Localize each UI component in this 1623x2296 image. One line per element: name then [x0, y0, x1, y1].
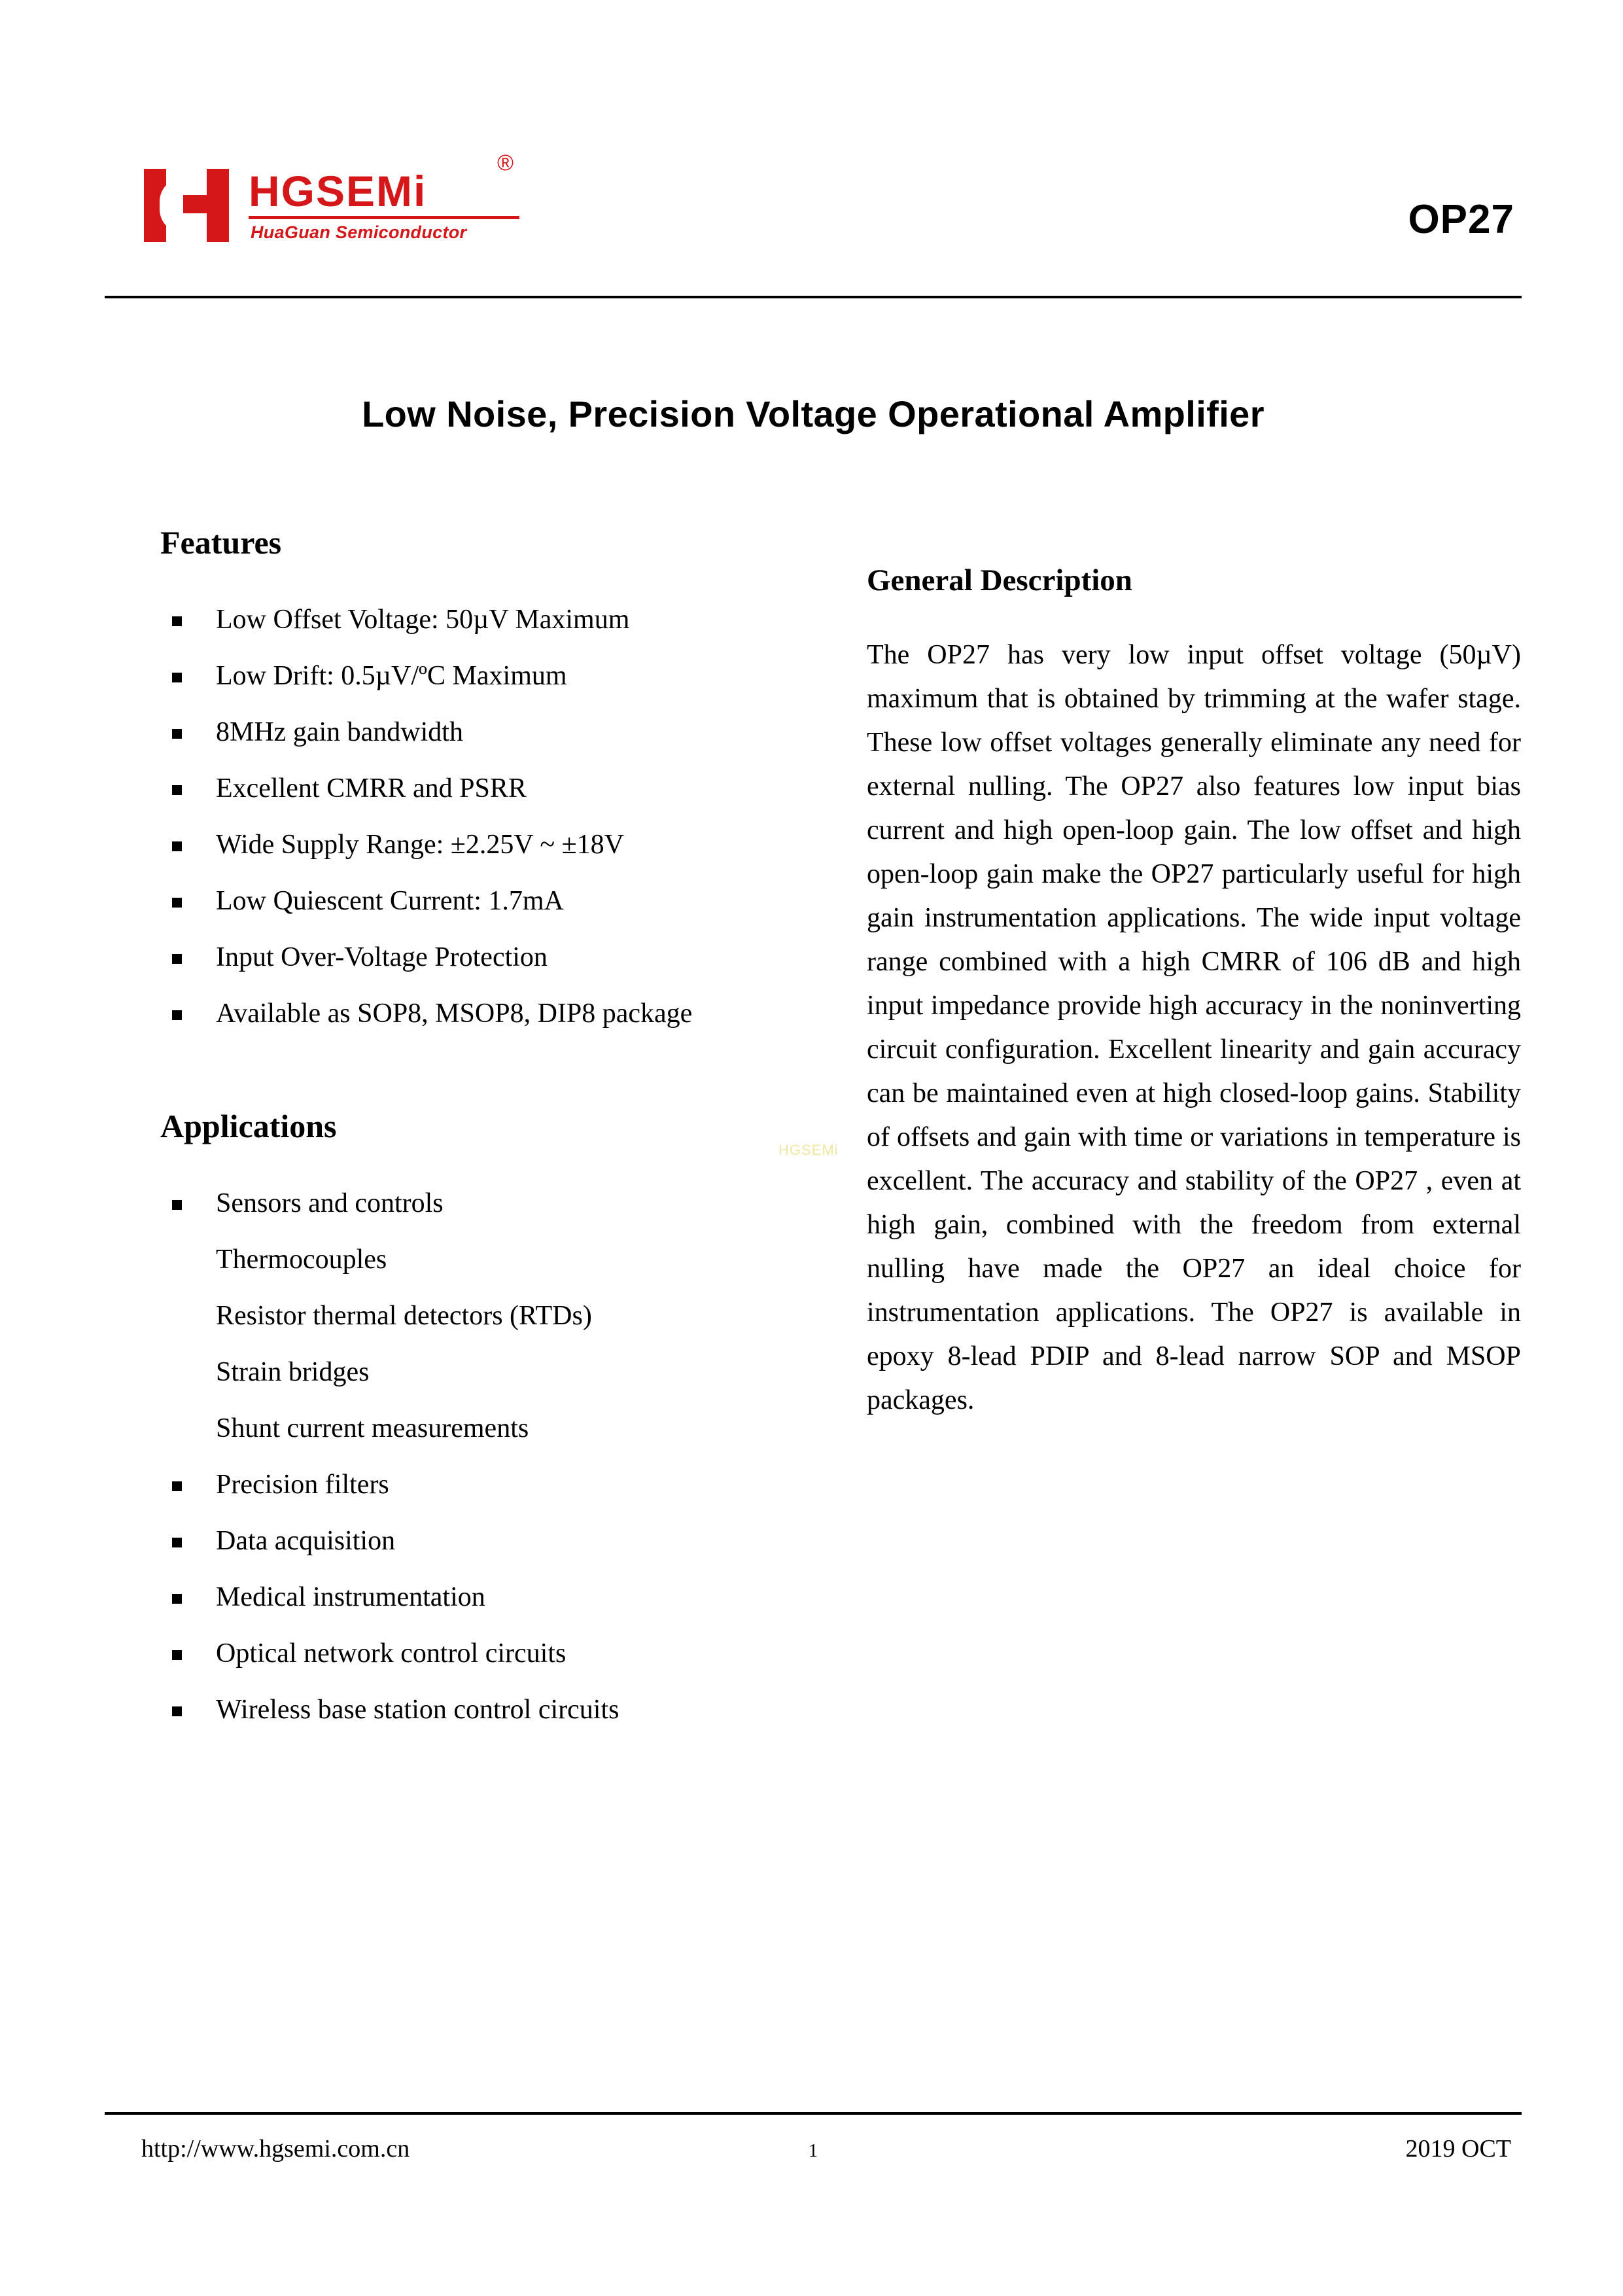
- application-subtext: Thermocouples: [216, 1245, 387, 1275]
- feature-text: Low Drift: 0.5µV/ºC Maximum: [216, 661, 567, 691]
- bullet-square-icon: [172, 616, 182, 626]
- footer-divider: [105, 2112, 1522, 2115]
- application-text: Optical network control circuits: [216, 1638, 567, 1669]
- application-text: Sensors and controls: [216, 1188, 444, 1218]
- left-column: [160, 523, 847, 1738]
- list-item: [160, 592, 847, 648]
- list-item: [160, 760, 847, 817]
- bullet-square-icon: [172, 1538, 182, 1547]
- general-description-heading: General Description: [867, 563, 1132, 597]
- footer-date: 2019 OCT: [1405, 2135, 1511, 2163]
- applications-list: [160, 1175, 847, 1738]
- bullet-square-icon: [172, 1650, 182, 1660]
- part-number: OP27: [1408, 197, 1514, 242]
- logo-subtitle: HuaGuan Semiconductor: [251, 222, 467, 242]
- bullet-square-icon: [172, 729, 182, 739]
- list-item: [160, 1513, 847, 1569]
- feature-text: Input Over-Voltage Protection: [216, 942, 548, 972]
- footer-url[interactable]: http://www.hgsemi.com.cn: [141, 2135, 410, 2163]
- application-subtext: Strain bridges: [216, 1357, 370, 1387]
- list-item: [160, 985, 847, 1042]
- application-subtext: Shunt current measurements: [216, 1413, 529, 1443]
- description-paragraph: The OP27 has very low input offset voltage (50µV) maximum that is obtained by trimming at the wafer stage. These low offset voltages generally eliminate any need for external nulling. The OP27 also features low input bias current and high open-loop gain. The low offset and high open-loop gain make the OP27 particularly useful for high gain instrumentation applications. The wide input voltage range combined with a high CMRR of 106 dB and high input impedance provide high accuracy in the noninverting circuit configuration. Excellent linearity and gain accuracy can be maintained even at high closed-loop gains. Stability of offsets and gain with time or variations in temperature is excellent. The accuracy and stability of the OP27 , even at high gain, combined with the freedom from external nulling have made the OP27 an ideal choice for instrumentation applications. The OP27 is available in epoxy 8-lead PDIP and 8-lead narrow SOP and MSOP packages.: [867, 640, 1521, 1415]
- hgsemi-logo-icon: [144, 169, 236, 242]
- page-footer: [105, 2127, 1522, 2185]
- bullet-square-icon: [172, 785, 182, 795]
- application-text: Data acquisition: [216, 1526, 396, 1556]
- bullet-square-icon: [172, 841, 182, 851]
- page-header: [105, 131, 1521, 301]
- list-item: [160, 1682, 847, 1738]
- bullet-square-icon: [172, 673, 182, 682]
- page-title: Low Noise, Precision Voltage Operational Amplifier: [362, 393, 1265, 434]
- bullet-square-icon: [172, 1481, 182, 1491]
- features-list: [160, 592, 847, 1042]
- bullet-square-icon: [172, 1706, 182, 1716]
- logo-divider: [249, 216, 519, 219]
- list-item: [160, 1625, 847, 1682]
- bullet-square-icon: [172, 1010, 182, 1020]
- page-number: 1: [809, 2141, 818, 2161]
- application-text: Medical instrumentation: [216, 1582, 485, 1612]
- list-item: [160, 704, 847, 760]
- list-item: [160, 648, 847, 704]
- watermark: HGSEMi: [778, 1142, 839, 1158]
- feature-text: Low Quiescent Current: 1.7mA: [216, 886, 564, 916]
- application-text: Wireless base station control circuits: [216, 1695, 620, 1725]
- registered-trademark-icon: ®: [497, 150, 514, 175]
- bullet-square-icon: [172, 1594, 182, 1604]
- list-item: [160, 873, 847, 929]
- feature-text: 8MHz gain bandwidth: [216, 717, 463, 747]
- application-subtext: Resistor thermal detectors (RTDs): [216, 1301, 592, 1331]
- applications-heading: Applications: [160, 1108, 337, 1144]
- bullet-square-icon: [172, 1200, 182, 1210]
- header-divider: [105, 296, 1522, 298]
- list-item: [160, 1175, 847, 1457]
- feature-text: Wide Supply Range: ±2.25V ~ ±18V: [216, 830, 624, 860]
- feature-text: Low Offset Voltage: 50µV Maximum: [216, 605, 630, 635]
- bullet-square-icon: [172, 954, 182, 964]
- logo-wordmark: HGSEMi: [249, 167, 427, 215]
- feature-text: Excellent CMRR and PSRR: [216, 773, 527, 804]
- list-item: [160, 817, 847, 873]
- list-item: [160, 1569, 847, 1625]
- right-column: [867, 563, 1521, 1422]
- company-logo: [144, 137, 563, 275]
- application-text: Precision filters: [216, 1470, 389, 1500]
- features-heading: Features: [160, 524, 282, 561]
- list-item: [160, 929, 847, 985]
- general-description-body: [867, 633, 1521, 1422]
- feature-text: Available as SOP8, MSOP8, DIP8 package: [216, 998, 693, 1029]
- list-item: [160, 1457, 847, 1513]
- bullet-square-icon: [172, 898, 182, 908]
